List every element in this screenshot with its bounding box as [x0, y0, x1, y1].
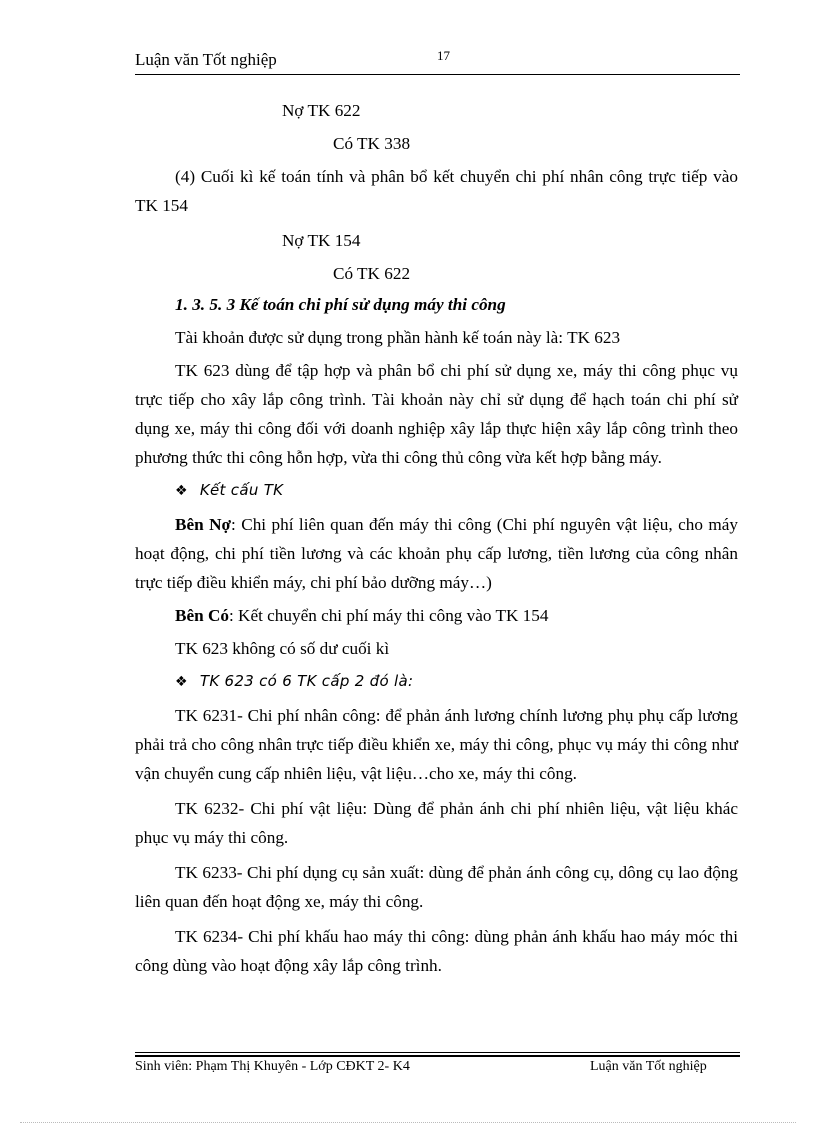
paragraph: TK 6232- Chi phí vật liệu: Dùng để phản ánh chi phí nhiên liệu, vật liệu khác phục vụ máy thi công. — [135, 799, 738, 847]
bullet-item — [135, 476, 738, 506]
footer-divider — [135, 1055, 740, 1057]
header-title: Luận văn Tốt nghiệp — [135, 50, 277, 69]
bullet-item — [135, 667, 738, 697]
paragraph: TK 6233- Chi phí dụng cụ sản xuất: dùng để phản ánh công cụ, dông cụ lao động liên quan đến hoạt động xe, máy thi công. — [135, 863, 738, 911]
paragraph: TK 6231- Chi phí nhân công: để phản ánh lương chính lương phụ phụ cấp lương phải trả cho công nhân trực tiếp điều khiển xe, máy thi công, phục vụ máy thi công như vận chuyển cung cấp nhiên liệu, vật liệu…cho xe, máy thi công. — [135, 706, 738, 783]
journal-entry-credit: Có TK 622 — [333, 264, 411, 283]
paragraph: TK 623 không có số dư cuối kì — [175, 639, 390, 658]
bullet-text: Kết cấu TK — [199, 481, 284, 499]
bullet-text: TK 623 có 6 TK cấp 2 đó là: — [199, 672, 414, 690]
section-heading: 1. 3. 5. 3 Kế toán chi phí sử dụng máy thi công — [175, 295, 506, 314]
footer-title: Luận văn Tốt nghiệp — [590, 1059, 707, 1074]
paragraph: Tài khoản được sử dụng trong phần hành kế toán này là: TK 623 — [175, 328, 621, 347]
paragraph: TK 6234- Chi phí khấu hao máy thi công: dùng phản ánh khấu hao máy móc thi công dùng vào hoạt động xây lắp công trình. — [135, 927, 738, 975]
paragraph: TK 623 dùng để tập hợp và phân bổ chi phí sử dụng xe, máy thi công phục vụ trực tiếp cho xây lắp công trình. Tài khoản này chỉ sử dụng để hạch toán chi phí sử dụng xe, máy thi công đối với doanh nghiệp xây lắp thực hiện xây lắp công trình theo phương thức thi công hỗn hợp, vừa thi công thủ công vừa kết hợp bằng máy. — [135, 361, 738, 467]
paragraph — [135, 510, 738, 597]
footer-divider — [135, 1052, 740, 1053]
page-number: 17 — [437, 48, 450, 63]
journal-entry-credit: Có TK 338 — [333, 134, 411, 153]
paragraph — [135, 601, 738, 630]
journal-entry-debit: Nợ TK 154 — [282, 231, 361, 250]
document-body — [135, 96, 738, 980]
journal-entry-debit: Nợ TK 622 — [282, 101, 361, 120]
diamond-bullet-icon: ❖ — [175, 674, 188, 690]
paragraph: (4) Cuối kì kế toán tính và phân bổ kết chuyển chi phí nhân công trực tiếp vào TK 154 — [135, 167, 738, 215]
ben-co-text: : Kết chuyển chi phí máy thi công vào TK 154 — [228, 606, 549, 625]
ben-no-label: Bên Nợ — [175, 515, 232, 534]
page-header — [135, 48, 740, 75]
diamond-bullet-icon: ❖ — [175, 483, 188, 499]
ben-co-label: Bên Có — [175, 606, 229, 625]
footer-student: Sinh viên: Phạm Thị Khuyên - Lớp CĐKT 2- K4 — [135, 1059, 410, 1074]
ben-no-text: : Chi phí liên quan đến máy thi công (Chi phí nguyên vật liệu, cho máy hoạt động, chi phí tiền lương và các khoản phụ cấp lương, tiền lương của công nhân trực tiếp điều khiển máy, chi phí bảo dưỡng máy…) — [135, 515, 738, 592]
